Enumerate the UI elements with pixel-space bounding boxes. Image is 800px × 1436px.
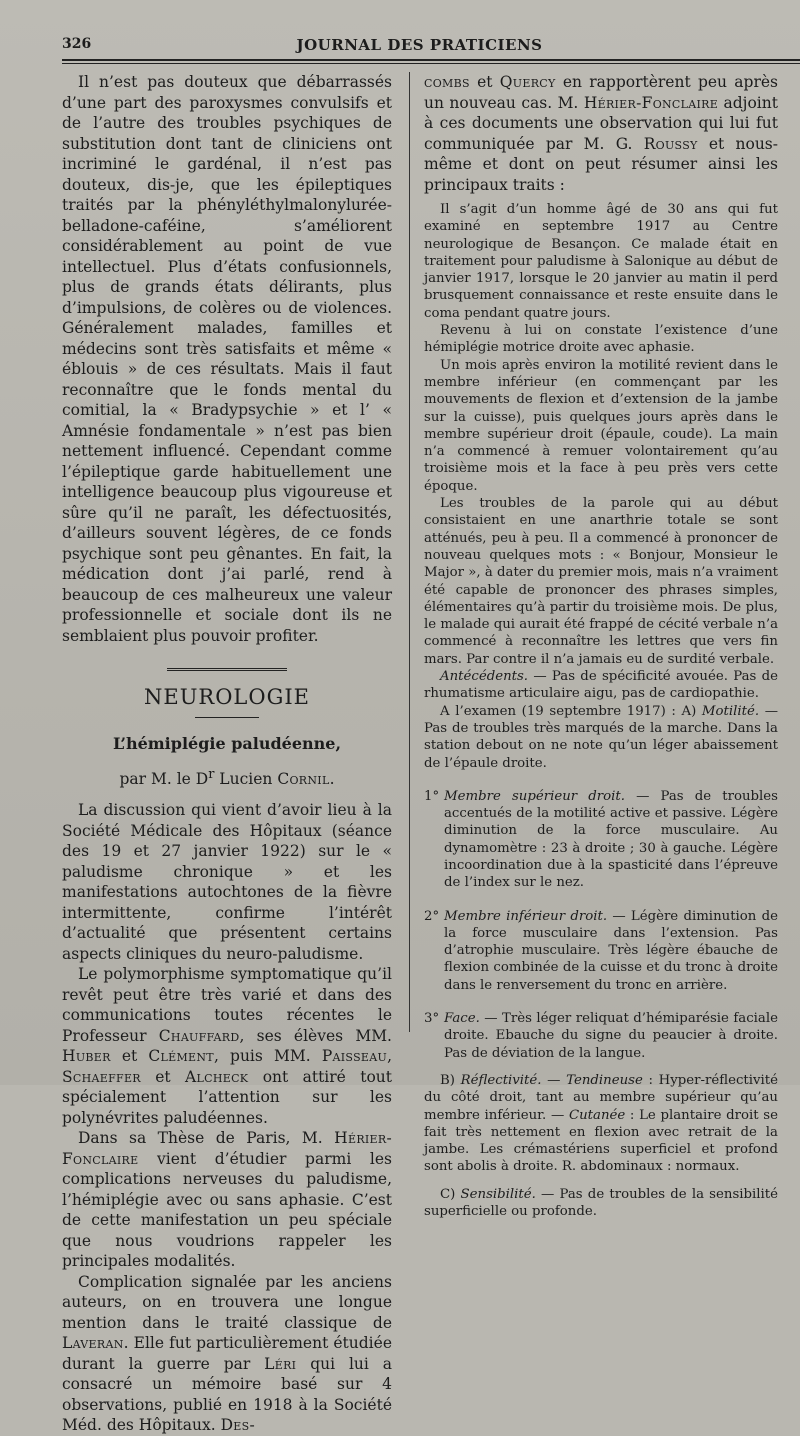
observation-motility: Un mois après environ la motilité revient dans le membre inférieur (en commençant par les mouvements de flexion et d’extension de la jambe sur la cuisse), puis quelques jours après dans le membre supérieur droit (épaule, coude). La main n’a commencé à remuer volontairement qu’au troisième mois et la face à peu près vers cette époque. <box>424 357 778 494</box>
right-column <box>424 72 778 1220</box>
page-number: 326 <box>62 36 92 52</box>
item-upper-limb: Membre supérieur droit. — Pas de troubles accentués de la motilité active et passive. Légère diminution de la force musculaire. Au dynamomètre : 23 à droite ; 30 à gauche. Légère incoordination due à la spasticité dans l’épreuve de l’index sur le nez. <box>444 788 778 891</box>
paragraph-continuation: combs et Quercy en rapportèrent peu après un nouveau cas. M. Hérier-Fonclaire adjoint à ces documents une observation qui lui fut communiquée par M. G. Roussy et nous-même et dont on peut résumer ainsi les principaux traits : <box>424 73 778 194</box>
observation-hemiplegia: Revenu à lui on constate l’existence d’une hémiplégie motrice droite avec aphasie. <box>424 323 778 356</box>
paragraph-discussion: La discussion qui vient d’avoir lieu à la Société Médicale des Hôpitaux (séance des 19 et 27 janvier 1922) sur le « paludisme chronique » et les manifestations autochtones de la fièvre intermittente, confirme l’intérêt d’actualité que présentent certains aspects cliniques du neuro-paludisme. <box>62 801 392 963</box>
paragraph-thesis: Dans sa Thèse de Paris, M. Hérier-Fonclaire vient d’étudier parmi les complications nerveuses du paludisme, l’hémiplégie avec ou sans aphasie. C’est de cette manifestation un peu spéciale que nous voudrions rappeler les principales modalités. <box>62 1129 392 1271</box>
journal-title: JOURNAL DES PRATICIENS <box>296 36 543 54</box>
page-header <box>62 36 777 58</box>
article-title: L’hémiplégie paludéenne, <box>112 734 342 753</box>
observation-case: Il s’agit d’un homme âgé de 30 ans qui fut examiné en septembre 1917 au Centre neurologique de Besançon. Ce malade était en traitement pour paludisme à Salonique au début de janvier 1917, lorsque le 20 janvier au matin il perd brusquement connaissance et reste ensuite dans le coma pendant quatre jours. <box>424 202 778 321</box>
examination: A l’examen (19 septembre 1917) : A) Motilité. — Pas de troubles très marqués de la marche. Dans la station debout on ne note qu’un léger abaissement de l’épaule droite. <box>424 703 778 771</box>
section-title: NEUROLOGIE <box>144 685 310 709</box>
paragraph-polymorphism: Le polymorphisme symptomatique qu’il revêt peut être très varié et dans des communications toutes récentes le Professeur Chauffard, ses élèves MM. Huber et Clément, puis MM. Paisseau, Schaeffer et Alcheck ont attiré tout spécialement l’attention sur les polynévrites paludéennes. <box>62 965 392 1127</box>
header-rule <box>62 59 800 61</box>
article-author: par M. le $D^r$ Lucien Cornil. <box>119 767 335 789</box>
observation-speech: Les troubles de la parole qui au début consistaient en une anarthrie totale se sont atténués, peu à peu. Il a commencé à prononcer de nouveau quelques mots : « Bonjour, Monsieur le Major », à dater du premier mois, mais n’a vraiment été capable de prononcer des phrases simples, élémentaires qu’à partir du troisième mois. De plus, le malade qui aurait été frappé de cécité verbale n’a commencé à reconnaître les lettres que vers fin mars. Par contre il n’a jamais eu de surdité verbale. <box>424 496 778 667</box>
item-face: Face. — Très léger reliquat d’hémiparésie faciale droite. Ebauche du signe du peaucier à droite. Pas de déviation de la langue. <box>444 1011 778 1061</box>
antecedents: Antécédents. — Pas de spécificité avouée. Pas de rhumatisme articulaire aigu, pas de cardiopathie. <box>424 669 778 702</box>
paragraph-complication: Complication signalée par les anciens auteurs, on en trouvera une longue mention dans le traité classique de Laveran. Elle fut particulièrement étudiée durant la guerre par Léri qui lui a consacré un mémoire basé sur 4 observations, publié en 1918 à la Société Méd. des Hôpitaux. Des- <box>62 1272 392 1435</box>
column-separator <box>409 72 410 1032</box>
list-item: 3° Face. — Très léger reliquat d’hémiparésie faciale droite. Ebauche du signe du peaucier à droite. Pas de déviation de la langue. <box>424 1011 778 1061</box>
item-lower-limb: Membre inférieur droit. — Légère diminution de la force musculaire dans l’extension. Pas d’atrophie musculaire. Très légère ébauche de flexion combinée de la cuisse et du tronc à droite dans le renversement du tronc en arrière. <box>444 908 778 993</box>
header-rule-thin <box>62 63 800 64</box>
list-item: 1° Membre supérieur droit. — Pas de troubles accentués de la motilité active et passive. Légère diminution de la force musculaire. Au dynamomètre : 23 à droite ; 30 à gauche. Légère incoordination due à la spasticité dans l’épreuve de l’index sur le nez. <box>424 788 778 891</box>
list-item: 2° Membre inférieur droit. — Légère diminution de la force musculaire dans l’extension. Pas d’atrophie musculaire. Très légère ébauche de flexion combinée de la cuisse et du tronc à droite dans le renversement du tronc en arrière. <box>424 908 778 993</box>
left-column <box>62 72 392 1436</box>
section-separator <box>167 668 287 671</box>
reflectivity: B) Réflectivité. — Tendineuse : Hyper-réflectivité du côté droit, tant au membre supérieur qu’au membre inférieur. — Cutanée : Le plantaire droit se fait très nettement en flexion avec retrait de la jambe. Les crémastériens superficiel et profond sont abolis à droite. R. abdominaux : normaux. <box>424 1072 778 1175</box>
sensibility: C) Sensibilité. — Pas de troubles de la sensibilité superficielle ou profonde. <box>424 1186 779 1220</box>
section-underline <box>195 717 259 718</box>
paragraph-epilepsy: Il n’est pas douteux que débarrassés d’une part des paroxysmes convulsifs et de l’autre des troubles psychiques de substitution dont tant de cliniciens ont incriminé le gardénal, il n’est pas douteux, dis-je, que les épileptiques traités par la phényléthylmalonylurée-belladone-caféine, s’améliorent considérablement au point de vue intellectuel. Plus d’états confusionnels, plus de grands états délirants, plus d’impulsions, de colères ou de violences. Généralement malades, familles et médecins sont très satisfaits et même « éblouis » de ces résultats. Mais il faut reconnaître que le fonds mental du comitial, la « Bradypsychie » et l’ « Amnésie fondamentale » n’est pas bien nettement influencé. Cependant comme l’épileptique garde habituellement une intelligence beaucoup plus vigoureuse et sûre qu’il ne paraît, les défectuosités, d’ailleurs souvent légères, de ce fonds psychique sont peu gênantes. En fait, la médication dont j’ai parlé, rend à beaucoup de ces malheureux une valeur professionnelle et sociale dont ils ne semblaient plus pouvoir profiter. <box>62 73 392 645</box>
